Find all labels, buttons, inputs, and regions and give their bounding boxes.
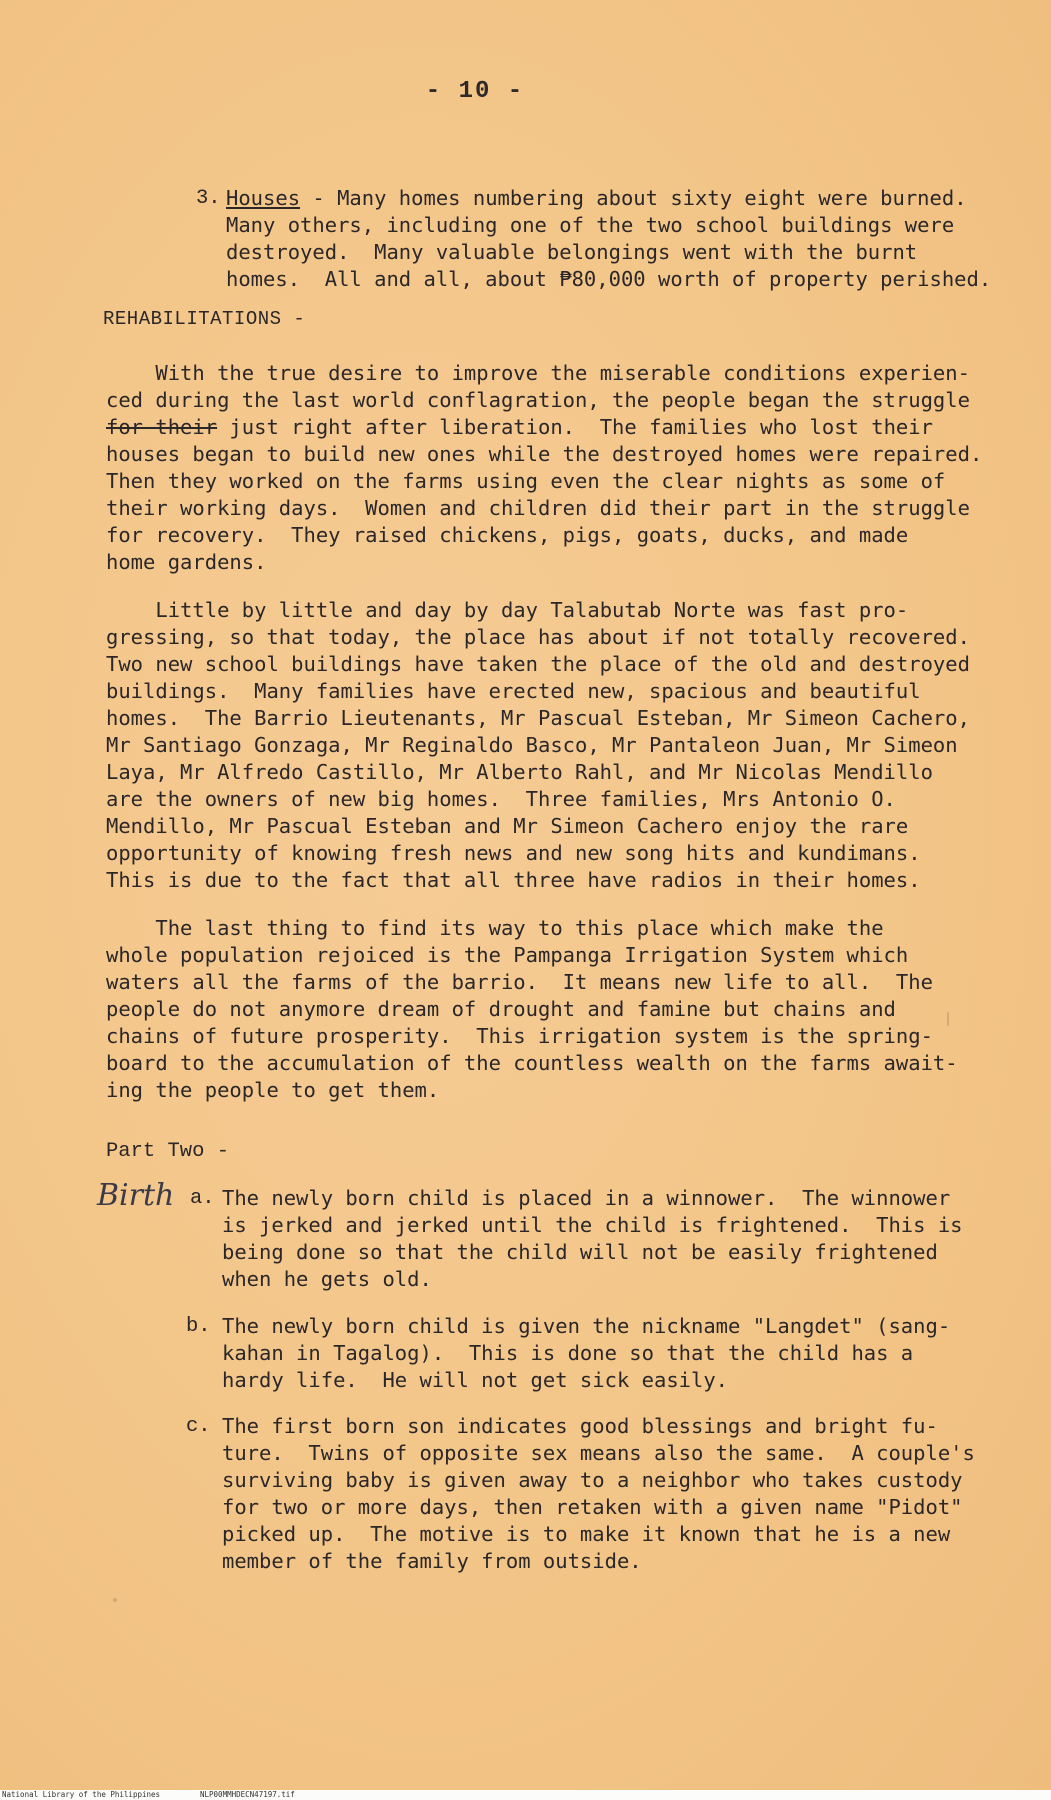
section-houses-text (226, 185, 991, 293)
section-number: 3. (196, 187, 221, 210)
paper-mark (947, 1012, 949, 1026)
rehab-paragraph-1-start: With the true desire to improve the miserable conditions experien- ced during the last world conflagration, the people began the struggle (106, 361, 970, 412)
rehabilitations-heading: REHABILITATIONS - (103, 308, 306, 330)
margin-note-text: Birth (97, 1178, 175, 1213)
item-b-text: The newly born child is given the nickname "Langdet" (sang- kahan in Tagalog). This is done so that the child has a hardy life. He will not get sick easily. (222, 1314, 951, 1392)
item-b-marker: b. (186, 1315, 211, 1338)
struck-text: for their (106, 415, 218, 439)
item-c-marker: c. (186, 1415, 211, 1438)
item-a-text: The newly born child is placed in a winnower. The winnower is jerked and jerked until the child is frightened. This is being done so that the child will not be easily frightened when he gets old. (222, 1186, 963, 1291)
paper-speck (113, 1598, 117, 1602)
item-a-marker: a. (190, 1187, 215, 1210)
section-houses-body: - Many homes numbering about sixty eight were burned. Many others, including one of the two school buildings were destroyed. Many valuable belongings went with the burnt homes. All and all, about ₱80,000 worth of property perished. (226, 186, 992, 291)
rehab-paragraph-3: The last thing to find its way to this place which make the whole population rejoiced is the Pampanga Irrigation System which waters all the farms of the barrio. It means new life to all. The people do not anymore dream of drought and famine but chains and chains of future prosperity. This irrigation system is the spring- board to the accumulation of the countless wealth on the farms await- ing the people to get them. (106, 916, 958, 1102)
rehab-paragraph-2: Little by little and day by day Talabutab Norte was fast pro- gressing, so that today, the place has about if not totally recovered. Two new school buildings have taken the place of the old and destroyed buildings. Many families have erected new, spacious and beautiful homes. The Barrio Lieutenants, Mr Pascual Esteban, Mr Simeon Cachero, Mr Santiago Gonzaga, Mr Reginaldo Basco, Mr Pantaleon Juan, Mr Simeon Laya, Mr Alfredo Castillo, Mr Alberto Rahl, and Mr Nicolas Mendillo are the owners of new big homes. Three families, Mrs Antonio O. Mendillo, Mr Pascual Esteban and Mr Simeon Cachero enjoy the rare opportunity of knowing fresh news and new song hits and kundimans. This is due to the fact that all three have radios in their homes. (106, 598, 970, 892)
rehab-paragraph-1-rest: just right after liberation. The families who lost their houses began to build new ones while the destroyed homes were repaired. Then they worked on the farms using even the clear nights as some of their working days. Women and children did their part in the struggle for recovery. They raised chickens, pigs, goats, ducks, and made home gardens. (106, 415, 983, 574)
footer-library: National Library of the Philippines (2, 1790, 161, 1799)
page-number: - 10 - (425, 78, 525, 105)
rehab-paragraph-1 (106, 360, 982, 576)
section-houses-title: Houses (226, 186, 301, 210)
scan-footer (0, 1790, 1051, 1800)
item-c-text: The first born son indicates good blessings and bright fu- ture. Twins of opposite sex means also the same. A couple's surviving baby is given away to a neighbor who takes custody for two or more days, then retaken with a given name "Pidot" picked up. The motive is to make it known that he is a new member of the family from outside. (222, 1414, 975, 1573)
handwritten-margin-note (95, 1175, 195, 1215)
part-two-heading: Part Two - (106, 1140, 230, 1163)
footer-file-id: NLP00MMHDECN47197.tif (200, 1790, 295, 1799)
